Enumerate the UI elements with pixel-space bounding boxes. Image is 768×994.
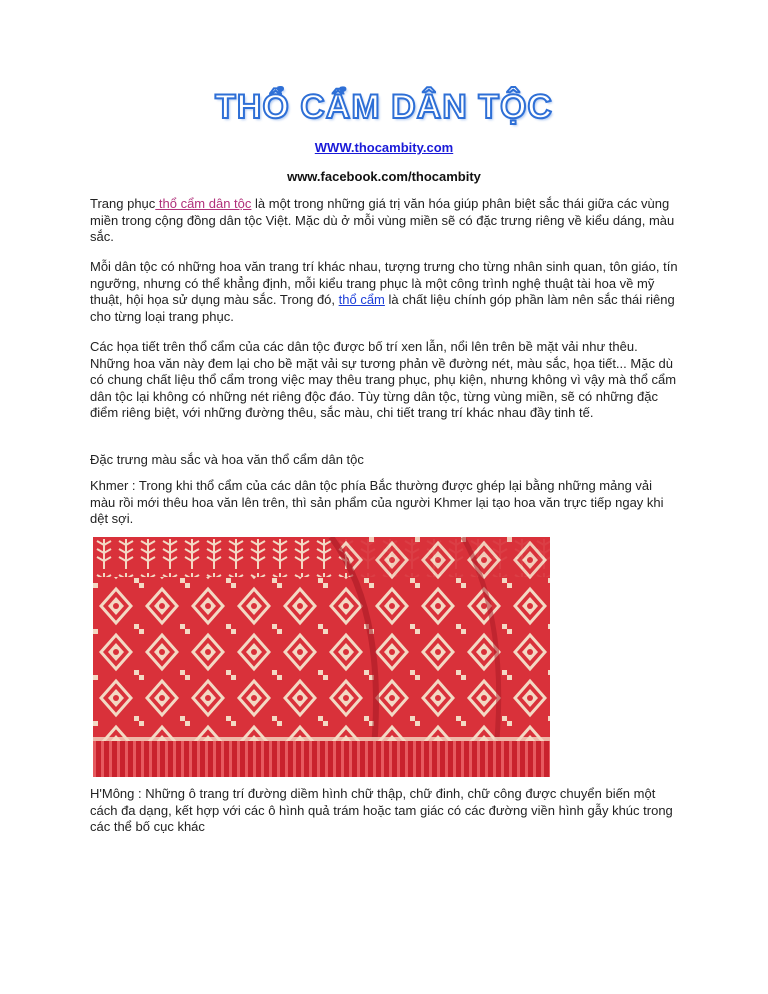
brocade-fabric-image bbox=[93, 537, 550, 777]
tho-cam-link[interactable]: thổ cẩm bbox=[338, 292, 385, 307]
page-title: THỔ CẨM DÂN TỘC bbox=[215, 88, 553, 126]
paragraph-intro-text-start: Trang phục bbox=[90, 196, 156, 211]
paragraph-khmer: Khmer : Trong khi thổ cẩm của các dân tộc phía Bắc thường được ghép lại bằng những mảng vải màu rồi mới thêu hoa văn lên trên, thì sản phẩm của người Khmer lại tạo hoa văn trực tiếp ngay khi dệt sợi. bbox=[90, 478, 664, 526]
tho-cam-dan-toc-link[interactable]: thổ cẩm dân tộc bbox=[155, 196, 252, 211]
section-heading: Đặc trưng màu sắc và hoa văn thổ cẩm dân tộc bbox=[90, 452, 364, 467]
paragraph-intro bbox=[90, 196, 680, 246]
brocade-fabric-photo bbox=[93, 537, 550, 777]
paragraph-hmong: H'Mông : Những ô trang trí đường diềm hình chữ thập, chữ đinh, chữ công được chuyển biến một cách đa dạng, kết hợp với các ô hình quả trám hoặc tam giác có các đường viền hình gẫy khúc trong các thể bố cục khác bbox=[90, 786, 673, 834]
website-link[interactable]: WWW.thocambity.com bbox=[314, 140, 454, 155]
paragraph-intro-text-end: là một trong những giá trị văn hóa giúp phân biệt sắc thái giữa các vùng miền trong cộng đồng dân tộc Việt. Mặc dù ở mỗi vùng miền sẽ có đặc trưng riêng về kiểu dáng, màu sắc. bbox=[90, 196, 675, 244]
facebook-link[interactable]: www.facebook.com/thocambity bbox=[287, 169, 481, 184]
paragraph-motifs bbox=[90, 259, 680, 325]
paragraph-motifs-text-start: Mỗi dân tộc có những hoa văn trang trí khác nhau, tượng trưng cho từng nhân sinh quan, tôn giáo, tín ngưỡng, nhưng có thể khẳng định, mỗi kiểu trang phục là một công trình nghệ thuật tài hoa về mỹ thuật, hội họa sử dụng màu sắc. Trong đó, bbox=[90, 259, 678, 307]
paragraph-patterns: Các họa tiết trên thổ cẩm của các dân tộc được bố trí xen lẫn, nổi lên trên bề mặt vải như thêu. Những hoa văn này đem lại cho bề mặt vải sự tương phản về đường nét, màu sắc, họa tiết... Mặc dù có chung chất liệu thổ cẩm trong việc may thêu trang phục, phụ kiện, nhưng không vì vậy mà thổ cẩm dân tộc lại không có những nét riêng độc đáo. Tùy từng dân tộc, từng vùng miền, sẽ có những đặc điểm riêng biệt, với những đường thêu, sắc màu, chi tiết trang trí khác nhau đầy tinh tế. bbox=[90, 339, 677, 420]
paragraph-motifs-text-end: là chất liệu chính góp phần làm nên sắc thái riêng cho từng loại trang phục. bbox=[90, 292, 675, 324]
